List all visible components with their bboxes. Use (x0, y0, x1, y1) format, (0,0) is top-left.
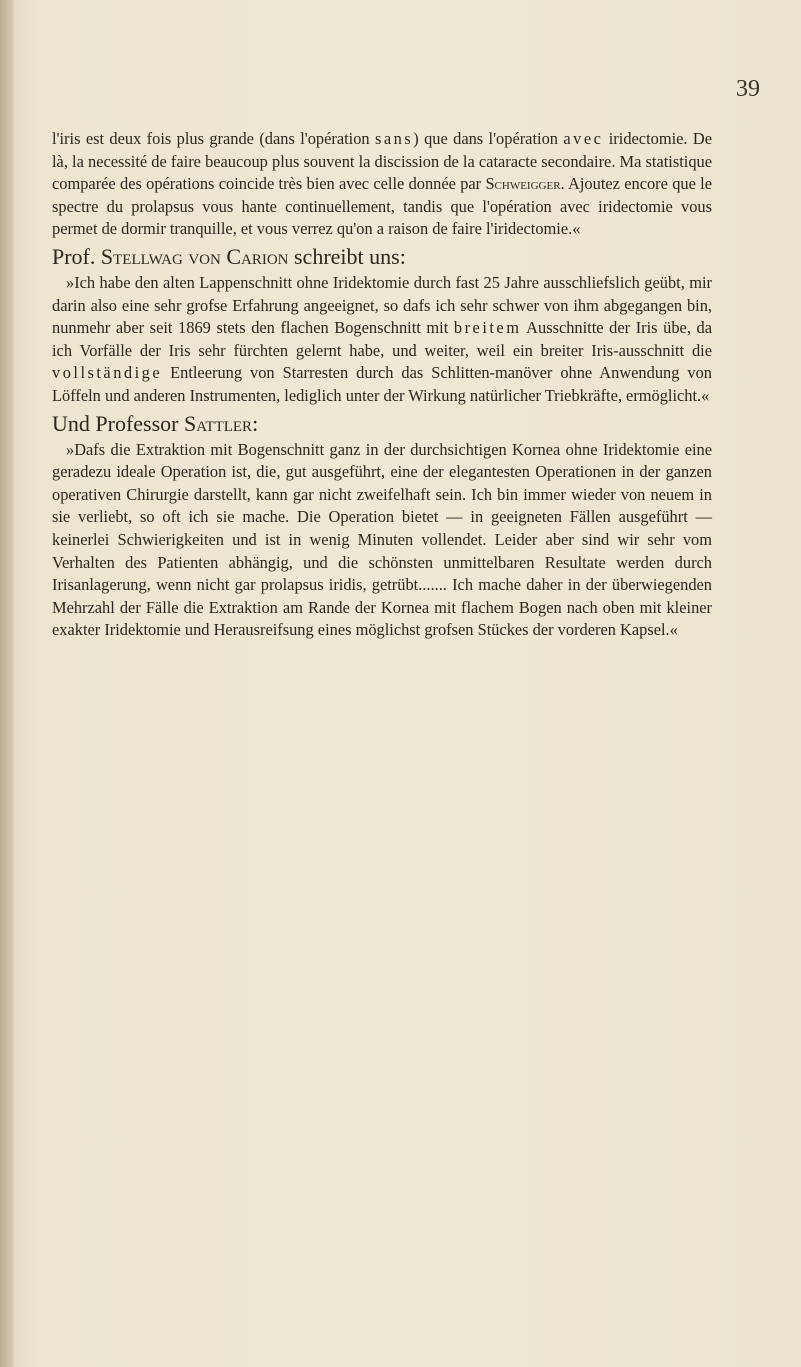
author-name-sattler: Sattler (184, 410, 253, 436)
paragraph-sattler-quote: »Dafs die Extraktion mit Bogenschnitt ganz in der durchsichtigen Kornea ohne Iridektomie eine geradezu ideale Operation ist, die, gut ausgeführt, eine der elegantesten Operationen in der ganzen operativen Chirurgie darstellt, kann gar nicht zweifelhaft sein. Ich bin immer wieder von neuem in sie verliebt, so oft ich sie mache. Die Operation bietet — in geeigneten Fällen ausgeführt — keinerlei Schwierigkeiten und ist in wenig Minuten vollendet. Leider aber sind wir sehr vom Verhalten des Patienten abhängig, und die schönsten unmittelbaren Resultate werden durch Irisanlagerung, wenn nicht gar prolapsus iridis, getrübt....... Ich mache daher in der überwiegenden Mehrzahl der Fälle die Extraktion am Rande der Kornea mit flachem Bogen nach oben mit kleiner exakter Iridektomie und Herausreifsung eines möglichst grofsen Stückes der vorderen Kapsel.« (52, 439, 712, 640)
author-name-schweigger: Schweigger (485, 174, 561, 194)
text-run: l'iris est deux fois plus grande (dans l'opération (52, 129, 375, 148)
text-run: »Ich habe den alten Lappenschnitt ohne Iridektomie durch fast 25 Jahre ausschliefslich geübt, mir darin also eine sehr grofse Erfahrung angeeignet, so dafs ich sehr schwer von ihm abgegangen bin, nunmehr aber seit 1869 stets den flachen Bogenschnitt mit (52, 272, 712, 338)
text-run: Ausschnitte der Iris übe, da ich Vorfälle der Iris sehr fürchten gelernt habe, und weiter, weil ein breiter Iris-ausschnitt die (52, 318, 712, 360)
heading-stellwag (52, 244, 712, 270)
heading-text: Prof. (52, 243, 101, 269)
text-run: . Ajoutez encore que le spectre du prolapsus vous hante continuellement, tandis que l'opération avec iridectomie vous permet de dormir tranquille, et vous verrez qu'on a raison de faire l'iridectomie.« (52, 174, 712, 239)
heading-text: schreibt uns: (288, 243, 406, 269)
heading-sattler (52, 411, 712, 437)
body-text (52, 128, 712, 642)
text-run: Entleerung von Starresten durch das Schlitten-manöver ohne Anwendung von Löffeln und anderen Instrumenten, lediglich unter der Wirkung natürlicher Triebkräfte, ermöglicht.« (52, 363, 712, 405)
text-run: iridectomie. De là, la necessité de faire beaucoup plus souvent la discission de la cataracte secondaire. Ma statistique comparée des opérations coincide très bien avec celle donnée par (52, 129, 712, 194)
page-gutter-shadow (0, 0, 14, 1367)
text-run: ) que dans l'opération (413, 129, 564, 148)
heading-text: : (252, 410, 259, 436)
page-number: 39 (736, 76, 760, 102)
heading-text: Und Professor (52, 410, 184, 436)
paragraph-stellwag-quote (52, 272, 712, 408)
author-name-stellwag: Stellwag von Carion (100, 243, 289, 269)
emphasis-vollstaendige: vollständige (52, 363, 163, 383)
emphasis-breitem: breitem (453, 318, 522, 338)
emphasis-avec: avec (563, 129, 604, 148)
emphasis-sans: sans (375, 129, 414, 148)
paragraph-french-quote (52, 128, 712, 241)
